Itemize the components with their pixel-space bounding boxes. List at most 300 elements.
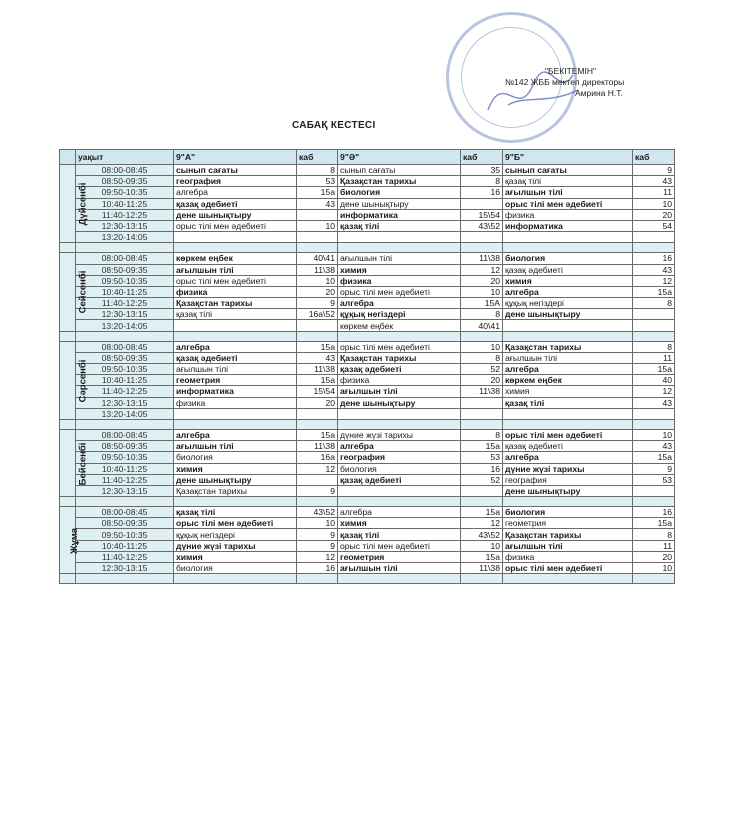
column-header: уақыт [76, 150, 174, 165]
table-row [60, 474, 675, 485]
table-row [60, 165, 675, 176]
room-cell: 43 [633, 176, 675, 187]
time-slot: 13:20-14:05 [76, 408, 174, 419]
subject-cell: алгебра [338, 298, 461, 309]
separator-cell [76, 497, 174, 507]
subject-cell: көркем еңбек [174, 253, 297, 264]
subject-cell: Қазақстан тарихы [174, 485, 297, 496]
room-cell: 43\52 [297, 507, 338, 518]
time-slot: 10:40-11:25 [76, 375, 174, 386]
time-slot: 08:50-09:35 [76, 264, 174, 275]
column-header: каб [461, 150, 503, 165]
subject-cell: орыс тілі мен әдебиеті [338, 540, 461, 551]
subject-cell: қазақ тілі [338, 529, 461, 540]
time-slot: 08:50-09:35 [76, 176, 174, 187]
room-cell: 8 [461, 429, 503, 440]
subject-cell: сынып сағаты [174, 165, 297, 176]
separator-cell [461, 497, 503, 507]
subject-cell: алгебра [338, 507, 461, 518]
table-row [60, 551, 675, 562]
room-cell: 15а [633, 452, 675, 463]
time-slot: 11:40-12:25 [76, 551, 174, 562]
table-row [60, 320, 675, 331]
subject-cell: физика [503, 209, 633, 220]
separator-cell [338, 574, 461, 584]
room-cell: 15а [297, 341, 338, 352]
room-cell [633, 309, 675, 320]
room-cell: 43 [633, 441, 675, 452]
column-header: каб [633, 150, 675, 165]
subject-cell: алгебра [174, 187, 297, 198]
subject-cell: Қазақстан тарихы [503, 529, 633, 540]
room-cell: 10 [461, 540, 503, 551]
room-cell: 11\38 [297, 264, 338, 275]
room-cell: 12 [297, 551, 338, 562]
room-cell: 8 [461, 352, 503, 363]
room-cell: 43 [297, 352, 338, 363]
table-row [60, 232, 675, 243]
separator-cell [503, 419, 633, 429]
separator-cell [60, 419, 76, 429]
room-cell: 11 [633, 187, 675, 198]
subject-cell [338, 232, 461, 243]
subject-cell: химия [174, 463, 297, 474]
room-cell: 16 [461, 187, 503, 198]
time-slot: 10:40-11:25 [76, 463, 174, 474]
room-cell: 20 [633, 551, 675, 562]
subject-cell: қазақ әдебиеті [338, 474, 461, 485]
room-cell [297, 209, 338, 220]
time-slot: 11:40-12:25 [76, 474, 174, 485]
subject-cell: орыс тілі мен әдебиеті [338, 341, 461, 352]
time-slot: 13:20-14:05 [76, 320, 174, 331]
room-cell: 10 [461, 286, 503, 297]
subject-cell: ағылшын тілі [174, 364, 297, 375]
subject-cell: қазақ әдебиеті [174, 198, 297, 209]
room-cell: 11\38 [297, 364, 338, 375]
subject-cell: орыс тілі мен әдебиеті [503, 198, 633, 209]
table-header-row [60, 150, 675, 165]
room-cell: 20 [297, 286, 338, 297]
subject-cell: химия [338, 264, 461, 275]
room-cell: 15а [633, 286, 675, 297]
subject-cell: қазақ әдебиеті [503, 264, 633, 275]
table-row [60, 275, 675, 286]
room-cell [297, 232, 338, 243]
time-slot: 11:40-12:25 [76, 209, 174, 220]
room-cell [461, 408, 503, 419]
subject-cell: сынып сағаты [338, 165, 461, 176]
room-cell [297, 474, 338, 485]
room-cell: 40 [633, 375, 675, 386]
room-cell: 16 [297, 563, 338, 574]
room-cell: 16 [633, 507, 675, 518]
room-cell: 15а [633, 364, 675, 375]
room-cell: 10 [297, 220, 338, 231]
table-row [60, 408, 675, 419]
day-label: Сәрсенбі [77, 359, 89, 403]
table-row [60, 463, 675, 474]
room-cell: 12 [461, 264, 503, 275]
room-cell: 15а [461, 507, 503, 518]
subject-cell [174, 408, 297, 419]
room-cell: 20 [297, 397, 338, 408]
table-row [60, 507, 675, 518]
room-cell: 9 [297, 529, 338, 540]
subject-cell: информатика [503, 220, 633, 231]
day-label: Дүйсенбі [77, 182, 89, 226]
subject-cell [503, 232, 633, 243]
subject-cell: орыс тілі мен әдебиеті [174, 220, 297, 231]
subject-cell: құқық негіздері [338, 309, 461, 320]
room-cell: 10 [633, 198, 675, 209]
time-slot: 12:30-13:15 [76, 397, 174, 408]
room-cell: 15а [461, 551, 503, 562]
room-cell: 40\41 [297, 253, 338, 264]
subject-cell: физика [338, 275, 461, 286]
time-slot: 09:50-10:35 [76, 275, 174, 286]
header-corner [60, 150, 76, 165]
subject-cell: дене шынықтыру [338, 198, 461, 209]
subject-cell: биология [338, 463, 461, 474]
room-cell [633, 320, 675, 331]
room-cell: 15\54 [461, 209, 503, 220]
subject-cell: қазақ тілі [174, 507, 297, 518]
subject-cell: қазақ әдебиеті [338, 364, 461, 375]
subject-cell: геометрия [174, 375, 297, 386]
separator-cell [76, 331, 174, 341]
time-slot: 08:50-09:35 [76, 352, 174, 363]
subject-cell: геометрия [338, 551, 461, 562]
separator-cell [297, 497, 338, 507]
room-cell: 11 [633, 540, 675, 551]
separator-cell [174, 331, 297, 341]
time-slot: 11:40-12:25 [76, 298, 174, 309]
separator-cell [297, 243, 338, 253]
subject-cell: көркем еңбек [338, 320, 461, 331]
separator-cell [60, 331, 76, 341]
room-cell: 9 [297, 485, 338, 496]
separator-cell [174, 574, 297, 584]
room-cell [633, 485, 675, 496]
separator-cell [338, 497, 461, 507]
subject-cell: география [174, 176, 297, 187]
room-cell: 15а [461, 441, 503, 452]
separator-cell [60, 497, 76, 507]
table-row [60, 253, 675, 264]
table-row [60, 298, 675, 309]
table-row [60, 429, 675, 440]
schedule-table [59, 149, 675, 584]
room-cell: 10 [461, 341, 503, 352]
room-cell: 9 [297, 540, 338, 551]
room-cell: 20 [461, 275, 503, 286]
table-row [60, 441, 675, 452]
separator-cell [633, 243, 675, 253]
table-row [60, 529, 675, 540]
subject-cell: орыс тілі мен әдебиеті [503, 429, 633, 440]
separator-cell [76, 243, 174, 253]
room-cell [461, 198, 503, 209]
room-cell: 16а\52 [297, 309, 338, 320]
room-cell [461, 397, 503, 408]
table-row [60, 397, 675, 408]
separator-cell [633, 497, 675, 507]
subject-cell: орыс тілі мен әдебиеті [174, 275, 297, 286]
subject-cell: ағылшын тілі [174, 441, 297, 452]
day-label: Сейсенбі [77, 271, 89, 314]
subject-cell: физика [503, 551, 633, 562]
subject-cell: Қазақстан тарихы [174, 298, 297, 309]
separator-cell [297, 419, 338, 429]
subject-cell: көркем еңбек [503, 375, 633, 386]
room-cell: 15а [633, 518, 675, 529]
room-cell: 15а [297, 375, 338, 386]
table-row [60, 540, 675, 551]
separator-cell [76, 419, 174, 429]
table-row [60, 375, 675, 386]
subject-cell: Қазақстан тарихы [338, 352, 461, 363]
subject-cell [174, 232, 297, 243]
room-cell: 11\38 [461, 253, 503, 264]
subject-cell: ағылшын тілі [338, 563, 461, 574]
subject-cell: ағылшын тілі [503, 540, 633, 551]
subject-cell: ағылшын тілі [174, 264, 297, 275]
subject-cell: құқық негіздері [174, 529, 297, 540]
separator-cell [633, 331, 675, 341]
room-cell: 8 [633, 298, 675, 309]
subject-cell: орыс тілі мен әдебиеті [338, 286, 461, 297]
subject-cell: алгебра [503, 452, 633, 463]
separator-cell [461, 243, 503, 253]
room-cell: 9 [633, 165, 675, 176]
day-separator-row [60, 574, 675, 584]
day-label-cell [60, 429, 89, 496]
separator-cell [633, 574, 675, 584]
day-label-cell [60, 165, 89, 243]
time-slot: 08:00-08:45 [76, 253, 174, 264]
room-cell: 8 [633, 529, 675, 540]
subject-cell: физика [338, 375, 461, 386]
room-cell: 15\54 [297, 386, 338, 397]
subject-cell: биология [338, 187, 461, 198]
separator-cell [338, 419, 461, 429]
room-cell: 20 [461, 375, 503, 386]
time-slot: 08:50-09:35 [76, 518, 174, 529]
day-label-cell [60, 253, 89, 331]
room-cell: 12 [633, 386, 675, 397]
subject-cell: физика [174, 286, 297, 297]
subject-cell: биология [503, 253, 633, 264]
subject-cell: география [338, 452, 461, 463]
room-cell: 53 [297, 176, 338, 187]
day-label-cell [60, 507, 81, 574]
table-row [60, 341, 675, 352]
table-row [60, 352, 675, 363]
room-cell: 52 [461, 364, 503, 375]
room-cell: 8 [461, 309, 503, 320]
subject-cell [338, 485, 461, 496]
day-label-cell [60, 341, 89, 419]
subject-cell: дүние жүзі тарихы [503, 463, 633, 474]
subject-cell: биология [174, 452, 297, 463]
subject-cell [503, 408, 633, 419]
room-cell: 43\52 [461, 220, 503, 231]
separator-cell [503, 243, 633, 253]
separator-cell [174, 243, 297, 253]
separator-cell [503, 574, 633, 584]
subject-cell: физика [174, 397, 297, 408]
time-slot: 08:00-08:45 [76, 341, 174, 352]
separator-cell [338, 243, 461, 253]
table-row [60, 485, 675, 496]
column-header: 9"Б" [503, 150, 633, 165]
room-cell: 12 [461, 518, 503, 529]
time-slot: 12:30-13:15 [76, 563, 174, 574]
separator-cell [174, 419, 297, 429]
separator-cell [297, 574, 338, 584]
time-slot: 08:00-08:45 [76, 429, 174, 440]
separator-cell [503, 331, 633, 341]
room-cell: 15А [461, 298, 503, 309]
subject-cell: дене шынықтыру [174, 474, 297, 485]
subject-cell: ағылшын тілі [338, 386, 461, 397]
table-row [60, 518, 675, 529]
table-row [60, 264, 675, 275]
room-cell: 8 [633, 341, 675, 352]
column-header: 9"Ә" [338, 150, 461, 165]
room-cell: 11\38 [461, 563, 503, 574]
subject-cell: қазақ тілі [174, 309, 297, 320]
room-cell [297, 320, 338, 331]
separator-cell [338, 331, 461, 341]
room-cell: 43 [633, 397, 675, 408]
subject-cell: сынып сағаты [503, 165, 633, 176]
room-cell [297, 408, 338, 419]
room-cell: 20 [633, 209, 675, 220]
room-cell [633, 408, 675, 419]
subject-cell: дене шынықтыру [503, 309, 633, 320]
time-slot: 08:00-08:45 [76, 165, 174, 176]
time-slot: 10:40-11:25 [76, 286, 174, 297]
room-cell [461, 232, 503, 243]
subject-cell: қазақ әдебиеті [174, 352, 297, 363]
table-row [60, 563, 675, 574]
subject-cell: ағылшын тілі [503, 352, 633, 363]
table-row [60, 198, 675, 209]
separator-cell [60, 243, 76, 253]
time-slot: 12:30-13:15 [76, 485, 174, 496]
room-cell: 9 [297, 298, 338, 309]
room-cell: 43 [633, 264, 675, 275]
room-cell: 11\38 [297, 441, 338, 452]
room-cell: 10 [297, 275, 338, 286]
subject-cell: химия [503, 386, 633, 397]
subject-cell: биология [174, 563, 297, 574]
time-slot: 09:50-10:35 [76, 364, 174, 375]
subject-cell [174, 320, 297, 331]
room-cell: 43 [297, 198, 338, 209]
room-cell [461, 485, 503, 496]
subject-cell: дене шынықтыру [174, 209, 297, 220]
time-slot: 12:30-13:15 [76, 309, 174, 320]
subject-cell: алгебра [503, 286, 633, 297]
subject-cell: география [503, 474, 633, 485]
page-bottom-margin [0, 690, 744, 833]
separator-cell [174, 497, 297, 507]
room-cell: 54 [633, 220, 675, 231]
approval-block [505, 66, 624, 99]
subject-cell: орыс тілі мен әдебиеті [503, 563, 633, 574]
subject-cell: дүние жүзі тарихы [338, 429, 461, 440]
room-cell: 35 [461, 165, 503, 176]
separator-cell [503, 497, 633, 507]
subject-cell: химия [503, 275, 633, 286]
subject-cell: Қазақстан тарихы [338, 176, 461, 187]
subject-cell: алгебра [338, 441, 461, 452]
separator-cell [297, 331, 338, 341]
subject-cell: қазақ әдебиеті [503, 441, 633, 452]
table-row [60, 286, 675, 297]
room-cell: 53 [633, 474, 675, 485]
room-cell [633, 232, 675, 243]
day-label: Бейсенбі [77, 442, 89, 485]
room-cell: 40\41 [461, 320, 503, 331]
time-slot: 09:50-10:35 [76, 187, 174, 198]
separator-cell [461, 331, 503, 341]
room-cell: 10 [297, 518, 338, 529]
room-cell: 11 [633, 352, 675, 363]
separator-cell [76, 574, 174, 584]
room-cell: 12 [297, 463, 338, 474]
subject-cell: ағылшын тілі [338, 253, 461, 264]
subject-cell: геометрия [503, 518, 633, 529]
time-slot: 09:50-10:35 [76, 529, 174, 540]
day-separator-row [60, 419, 675, 429]
day-label: Жұма [69, 527, 81, 554]
subject-cell: қазақ тілі [503, 397, 633, 408]
approval-line-3: Амрина Н.Т. [575, 88, 623, 98]
room-cell: 16а [297, 452, 338, 463]
time-slot: 09:50-10:35 [76, 452, 174, 463]
table-row [60, 364, 675, 375]
column-header: каб [297, 150, 338, 165]
subject-cell: дүние жүзі тарихы [174, 540, 297, 551]
time-slot: 10:40-11:25 [76, 198, 174, 209]
subject-cell: информатика [338, 209, 461, 220]
time-slot: 08:50-09:35 [76, 441, 174, 452]
subject-cell: информатика [174, 386, 297, 397]
time-slot: 10:40-11:25 [76, 540, 174, 551]
room-cell: 15а [297, 187, 338, 198]
room-cell: 10 [633, 563, 675, 574]
subject-cell: химия [338, 518, 461, 529]
table-row [60, 176, 675, 187]
separator-cell [461, 574, 503, 584]
subject-cell: құқық негіздері [503, 298, 633, 309]
day-separator-row [60, 331, 675, 341]
separator-cell [60, 574, 76, 584]
table-row [60, 452, 675, 463]
approval-line-1: "БЕКІТЕМІН" [545, 66, 597, 76]
room-cell: 43\52 [461, 529, 503, 540]
subject-cell: химия [174, 551, 297, 562]
subject-cell: алгебра [503, 364, 633, 375]
subject-cell: алгебра [174, 429, 297, 440]
subject-cell: алгебра [174, 341, 297, 352]
table-row [60, 220, 675, 231]
subject-cell: қазақ тілі [503, 176, 633, 187]
